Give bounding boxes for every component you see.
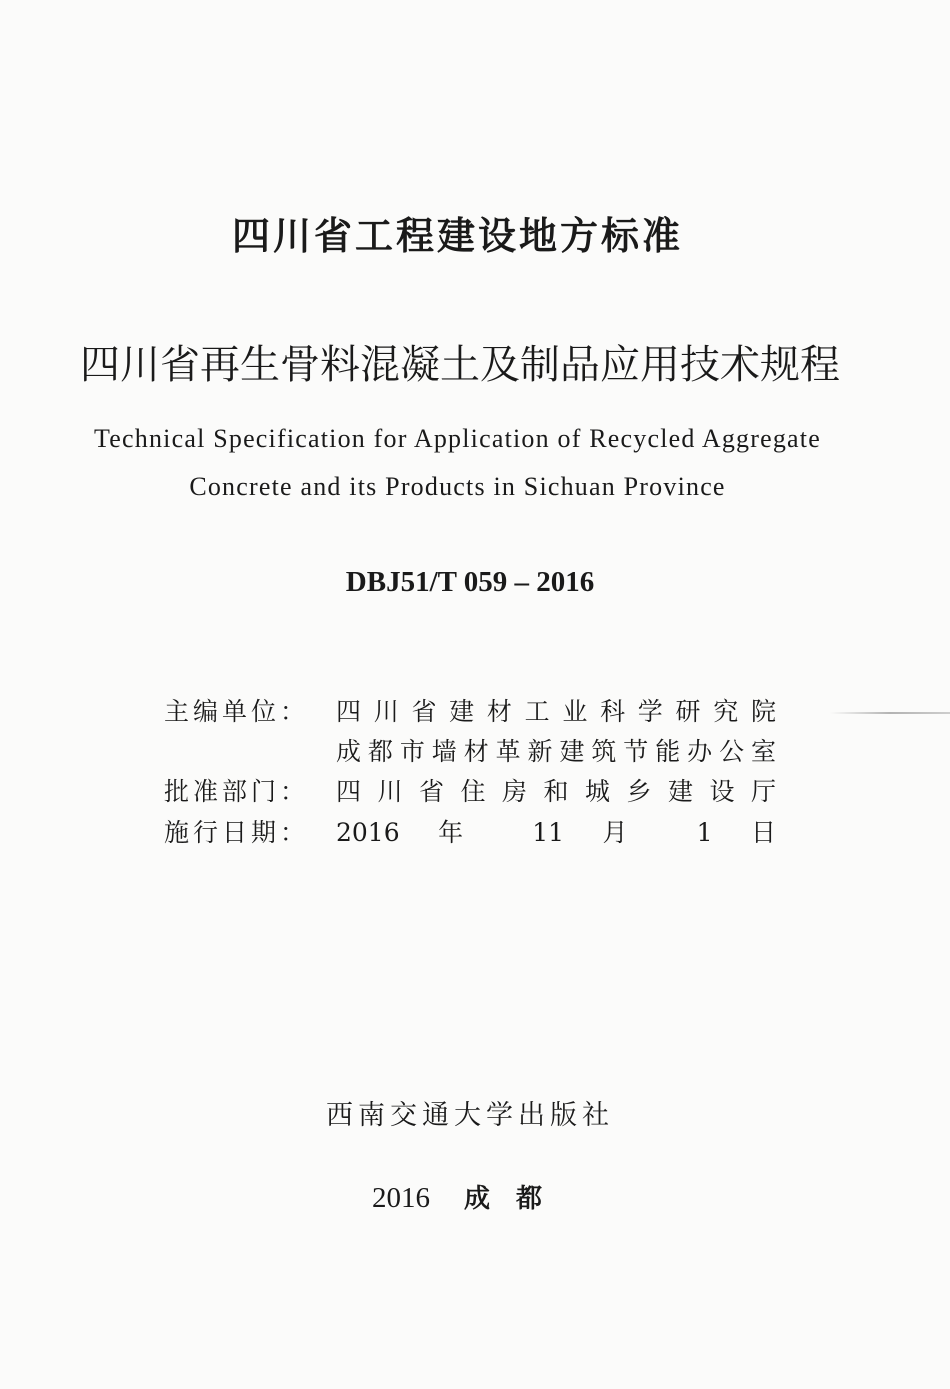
scan-artifact-line xyxy=(830,712,950,714)
editor-unit-1: 四川省建材工业科学研究院 xyxy=(336,697,776,726)
approval-department-label: 批准部门： xyxy=(164,777,310,806)
effective-date: 2016 年 11 月 1 日 xyxy=(336,818,776,847)
editor-unit-2: 成都市墙材革新建筑节能办公室 xyxy=(336,737,776,766)
editor-unit-label: 主编单位： xyxy=(164,697,310,726)
imprint-line xyxy=(0,1178,940,1215)
imprint-city: 成都 xyxy=(463,1184,568,1214)
imprint-year: 2016 xyxy=(371,1182,430,1214)
effective-date-label: 施行日期： xyxy=(164,818,310,847)
series-title: 四川省工程建设地方标准 xyxy=(231,214,683,258)
standard-code: DBJ51/T 059 – 2016 xyxy=(345,566,595,598)
document-title-english-line-1: Technical Specification for Application of Recycled Aggregate xyxy=(94,424,821,453)
publisher: 西南交通大学出版社 xyxy=(326,1100,614,1131)
document-title-english-line-2: Concrete and its Products in Sichuan Province xyxy=(189,472,726,501)
document-title-chinese: 四川省再生骨料混凝土及制品应用技术规程 xyxy=(80,342,840,388)
approval-department: 四川省住房和城乡建设厅 xyxy=(336,777,776,806)
